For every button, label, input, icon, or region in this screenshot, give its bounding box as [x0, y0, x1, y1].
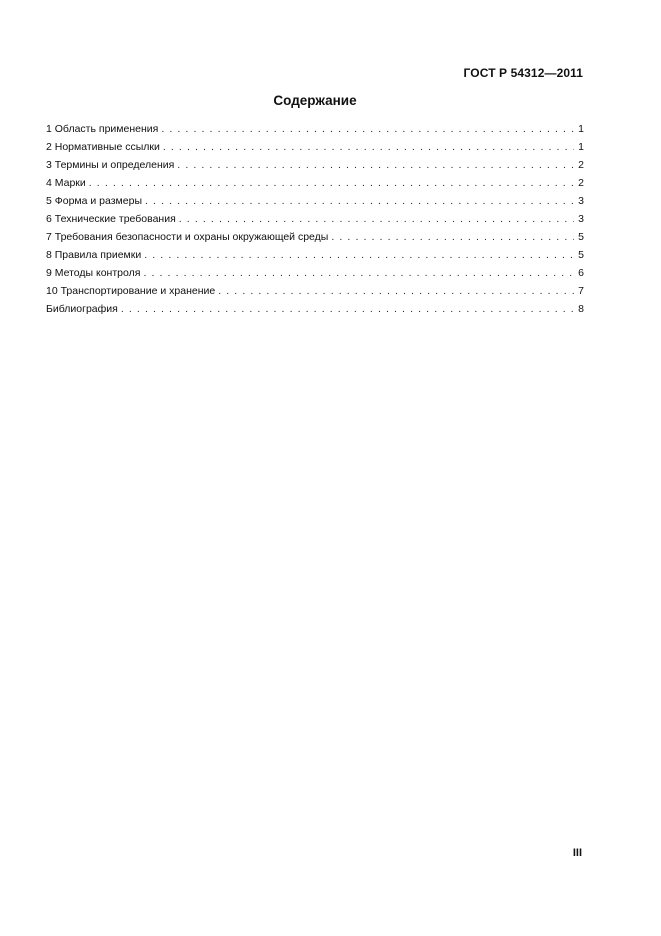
toc-entry-label: 1 Область применения: [46, 123, 159, 135]
toc-dot-leader: [163, 138, 574, 156]
toc-entry[interactable]: [46, 174, 584, 192]
toc-entry-page: 3: [578, 213, 584, 225]
toc-entry-page: 5: [578, 231, 584, 243]
toc-dot-leader: [143, 264, 574, 282]
toc-entry-label: 9 Методы контроля: [46, 267, 141, 279]
toc-entry-label: 3 Термины и определения: [46, 159, 175, 171]
toc-entry[interactable]: [46, 120, 584, 138]
toc-entry[interactable]: [46, 138, 584, 156]
document-standard-id: ГОСТ Р 54312—2011: [463, 66, 583, 80]
toc-entry-page: 2: [578, 159, 584, 171]
toc-entry-page: 1: [578, 123, 584, 135]
toc-dot-leader: [144, 246, 574, 264]
toc-entry-page: 1: [578, 141, 584, 153]
toc-dot-leader: [121, 300, 574, 318]
page-number: III: [572, 847, 582, 859]
toc-dot-leader: [331, 228, 574, 246]
toc-entry[interactable]: [46, 264, 584, 282]
toc-entry[interactable]: [46, 300, 584, 318]
toc-entry[interactable]: [46, 228, 584, 246]
toc-entry[interactable]: [46, 156, 584, 174]
toc-dot-leader: [145, 192, 574, 210]
toc-entry-label: 4 Марки: [46, 177, 86, 189]
toc-entry-label: 2 Нормативные ссылки: [46, 141, 160, 153]
toc-entry[interactable]: [46, 210, 584, 228]
toc-entry-page: 6: [578, 267, 584, 279]
toc-entry-label: 5 Форма и размеры: [46, 195, 142, 207]
toc-entry-page: 2: [578, 177, 584, 189]
toc-dot-leader: [179, 210, 574, 228]
toc-entry[interactable]: [46, 192, 584, 210]
toc-dot-leader: [218, 282, 574, 300]
toc-list: [46, 120, 584, 318]
toc-entry-label: 8 Правила приемки: [46, 249, 142, 261]
toc-dot-leader: [89, 174, 574, 192]
toc-entry-page: 7: [578, 285, 584, 297]
toc-dot-leader: [161, 120, 574, 138]
toc-entry-label: Библиография: [46, 303, 118, 315]
toc-entry-page: 3: [578, 195, 584, 207]
toc-entry-page: 8: [578, 303, 584, 315]
toc-entry-label: 6 Технические требования: [46, 213, 176, 225]
toc-entry-label: 10 Транспортирование и хранение: [46, 285, 216, 297]
toc-entry[interactable]: [46, 282, 584, 300]
toc-entry-page: 5: [578, 249, 584, 261]
toc-title: Содержание: [273, 93, 357, 108]
toc-entry-label: 7 Требования безопасности и охраны окружающей среды: [46, 231, 329, 243]
toc-entry[interactable]: [46, 246, 584, 264]
toc-dot-leader: [177, 156, 574, 174]
